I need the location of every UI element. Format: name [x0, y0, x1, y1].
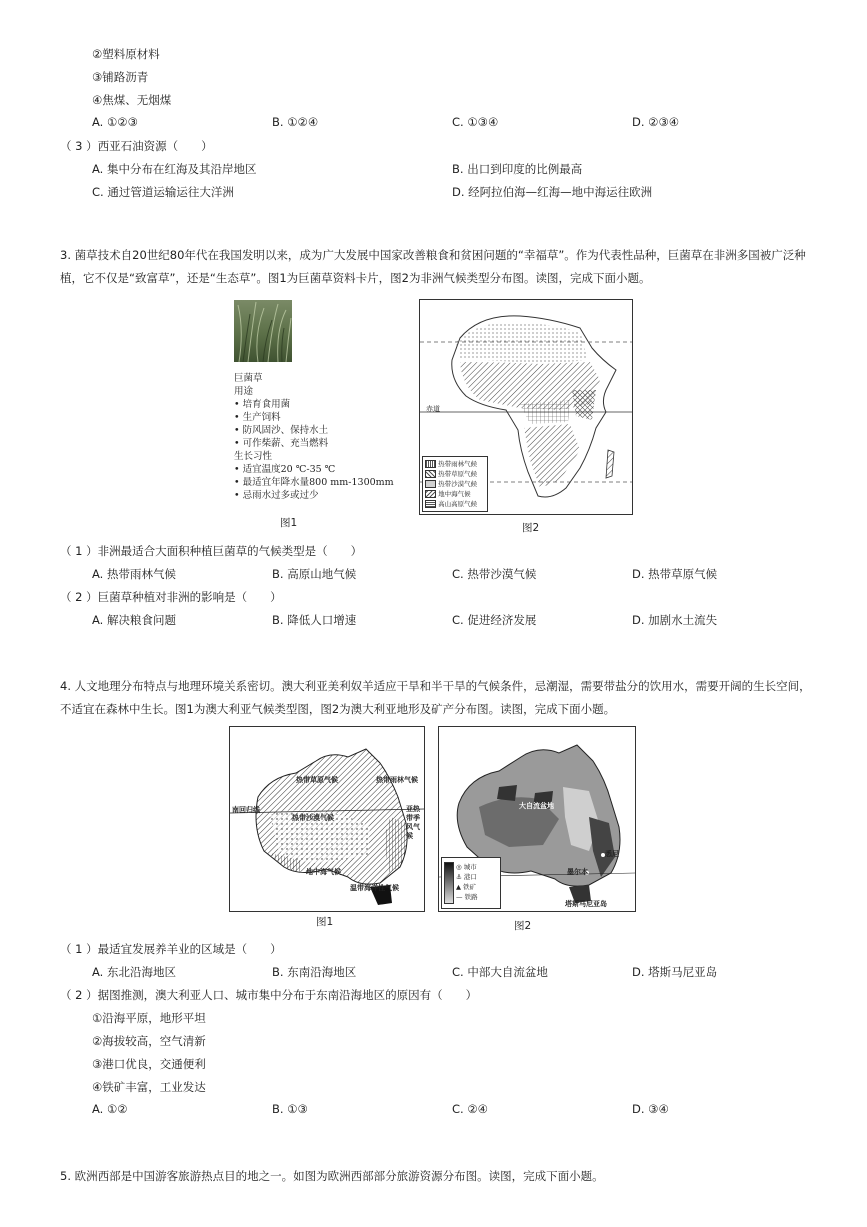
legend-label: 铁路	[464, 893, 478, 901]
island-label: 塔斯马尼亚岛	[565, 900, 607, 908]
grass-info-card	[232, 300, 402, 532]
climate-label: 热带雨林气候	[376, 776, 418, 784]
sub-question-stem: （ 2 ）巨菌草种植对非洲的影响是（ ）	[60, 590, 282, 604]
climate-label: 亚热带季风气候	[406, 805, 420, 840]
question-4-stem-line2: 不适宜在森林中生长。图1为澳大利亚气候类型图，图2为澳大利亚地形及矿产分布图。读图，完成下面小题。	[60, 702, 616, 716]
terrain-map-legend: ◎ 城市 ⚓ 港口 ▲ 铁矿 — 铁路	[441, 857, 501, 909]
option-c[interactable]: C. ②④	[452, 1102, 488, 1116]
option-a[interactable]: A. ①②③	[92, 115, 138, 129]
option-a[interactable]: A. ①②	[92, 1102, 128, 1116]
item-line: ②海拔较高，空气清新	[92, 1034, 206, 1048]
option-c[interactable]: C. 中部大自流盆地	[452, 965, 548, 979]
africa-climate-map	[419, 299, 633, 515]
option-a[interactable]: A. 解决粮食问题	[92, 613, 176, 627]
option-d[interactable]: D. ③④	[632, 1102, 669, 1116]
option-b[interactable]: B. ①③	[272, 1102, 308, 1116]
tropic-label: 南回归线	[232, 806, 260, 814]
option-d[interactable]: D. ②③④	[632, 115, 680, 129]
figure-caption: 图1	[280, 517, 298, 529]
card-line: • 防风固沙、保持水土	[234, 425, 329, 436]
legend-label: 热带草原气候	[438, 470, 478, 478]
city-label: 悉尼	[605, 850, 619, 858]
option-c[interactable]: C. ①③④	[452, 115, 499, 129]
grass-photo	[234, 300, 292, 362]
terrain-label: 大自流盆地	[519, 802, 554, 810]
city-label: 墨尔本	[567, 868, 588, 876]
option-d[interactable]: D. 加剧水土流失	[632, 613, 718, 627]
sub-question-stem: （ 1 ）非洲最适合大面积种植巨菌草的气候类型是（ ）	[60, 544, 363, 558]
option-b[interactable]: B. 降低人口增速	[272, 613, 357, 627]
option-c[interactable]: C. 促进经济发展	[452, 613, 537, 627]
elevation-scale	[444, 862, 454, 904]
legend-label: 港口	[463, 873, 477, 881]
card-line: • 生产饲料	[234, 412, 281, 423]
legend-label: 地中海气候	[438, 490, 471, 498]
option-a[interactable]: A. 热带雨林气候	[92, 567, 176, 581]
climate-label: 温带海洋性气候	[350, 884, 399, 892]
option-c[interactable]: C. 热带沙漠气候	[452, 567, 537, 581]
option-a[interactable]: A. 集中分布在红海及其沿岸地区	[92, 162, 257, 176]
option-d[interactable]: D. 塔斯马尼亚岛	[632, 965, 718, 979]
australia-terrain-map	[438, 726, 636, 912]
item-line: ②塑料原材料	[92, 47, 160, 61]
equator-label: 赤道	[426, 405, 440, 413]
climate-label: 地中海气候	[306, 868, 341, 876]
climate-label: 热带草原气候	[296, 776, 338, 784]
option-b[interactable]: B. 东南沿海地区	[272, 965, 357, 979]
option-b[interactable]: B. ①②④	[272, 115, 319, 129]
africa-map-legend	[422, 456, 488, 512]
card-line: • 可作柴薪、充当燃料	[234, 438, 329, 449]
legend-label: 城市	[463, 863, 477, 871]
legend-label: 高山高原气候	[438, 500, 478, 508]
climate-label: 热带沙漠气候	[292, 814, 334, 822]
legend-label: 热带沙漠气候	[438, 480, 478, 488]
card-line: • 适宜温度20 ℃-35 ℃	[234, 464, 336, 475]
card-line: • 最适宜年降水量800 mm-1300mm	[234, 477, 394, 488]
option-d[interactable]: D. 经阿拉伯海—红海—地中海运往欧洲	[452, 185, 653, 199]
card-line: • 忌雨水过多或过少	[234, 490, 319, 501]
item-line: ①沿海平原，地形平坦	[92, 1011, 206, 1025]
sub-question-stem: （ 2 ）据图推测，澳大利亚人口、城市集中分布于东南沿海地区的原因有（ ）	[60, 988, 478, 1002]
question-4-stem-line1: 4. 人文地理分布特点与地理环境关系密切。澳大利亚美利奴羊适应干旱和半干旱的气候条件，忌潮湿，需要带盐分的饮用水，需要开阔的生长空间，	[60, 679, 811, 693]
card-line: 用途	[234, 386, 254, 397]
grass-photo-image	[234, 300, 292, 362]
card-line: 巨菌草	[234, 373, 263, 384]
sub-question-stem: （ 1 ）最适宜发展养羊业的区域是（ ）	[60, 942, 282, 956]
option-d[interactable]: D. 热带草原气候	[632, 567, 718, 581]
question-3-stem-line1: 3. 菌草技术自20世纪80年代在我国发明以来，成为广大发展中国家改善粮食和贫困问题的“幸福草”。作为代表性品种，巨菌草在非洲多国被广泛种	[60, 248, 806, 262]
sub-question-stem: （ 3 ）西亚石油资源（ ）	[60, 139, 213, 153]
card-line: 生长习性	[234, 451, 273, 462]
item-line: ③铺路沥青	[92, 70, 149, 84]
legend-label: 热带雨林气候	[438, 460, 478, 468]
item-line: ④铁矿丰富，工业发达	[92, 1080, 206, 1094]
figure-caption: 图2	[522, 522, 540, 534]
card-line: • 培育食用菌	[234, 399, 291, 410]
item-line: ④焦煤、无烟煤	[92, 93, 172, 107]
option-c[interactable]: C. 通过管道运输运往大洋洲	[92, 185, 234, 199]
figure-caption: 图1	[316, 916, 334, 928]
question-3-stem-line2: 植，它不仅是“致富草”，还是“生态草”。图1为巨菌草资料卡片，图2为非洲气候类型分布图。读图，完成下面小题。	[60, 271, 651, 285]
option-a[interactable]: A. 东北沿海地区	[92, 965, 176, 979]
figure-caption: 图2	[514, 920, 532, 932]
option-b[interactable]: B. 出口到印度的比例最高	[452, 162, 583, 176]
question-5-stem: 5. 欧洲西部是中国游客旅游热点目的地之一。如图为欧洲西部部分旅游资源分布图。读图，完成下面小题。	[60, 1169, 604, 1183]
option-b[interactable]: B. 高原山地气候	[272, 567, 357, 581]
item-line: ③港口优良，交通便利	[92, 1057, 206, 1071]
australia-climate-map	[229, 726, 425, 912]
legend-label: 铁矿	[463, 883, 477, 891]
